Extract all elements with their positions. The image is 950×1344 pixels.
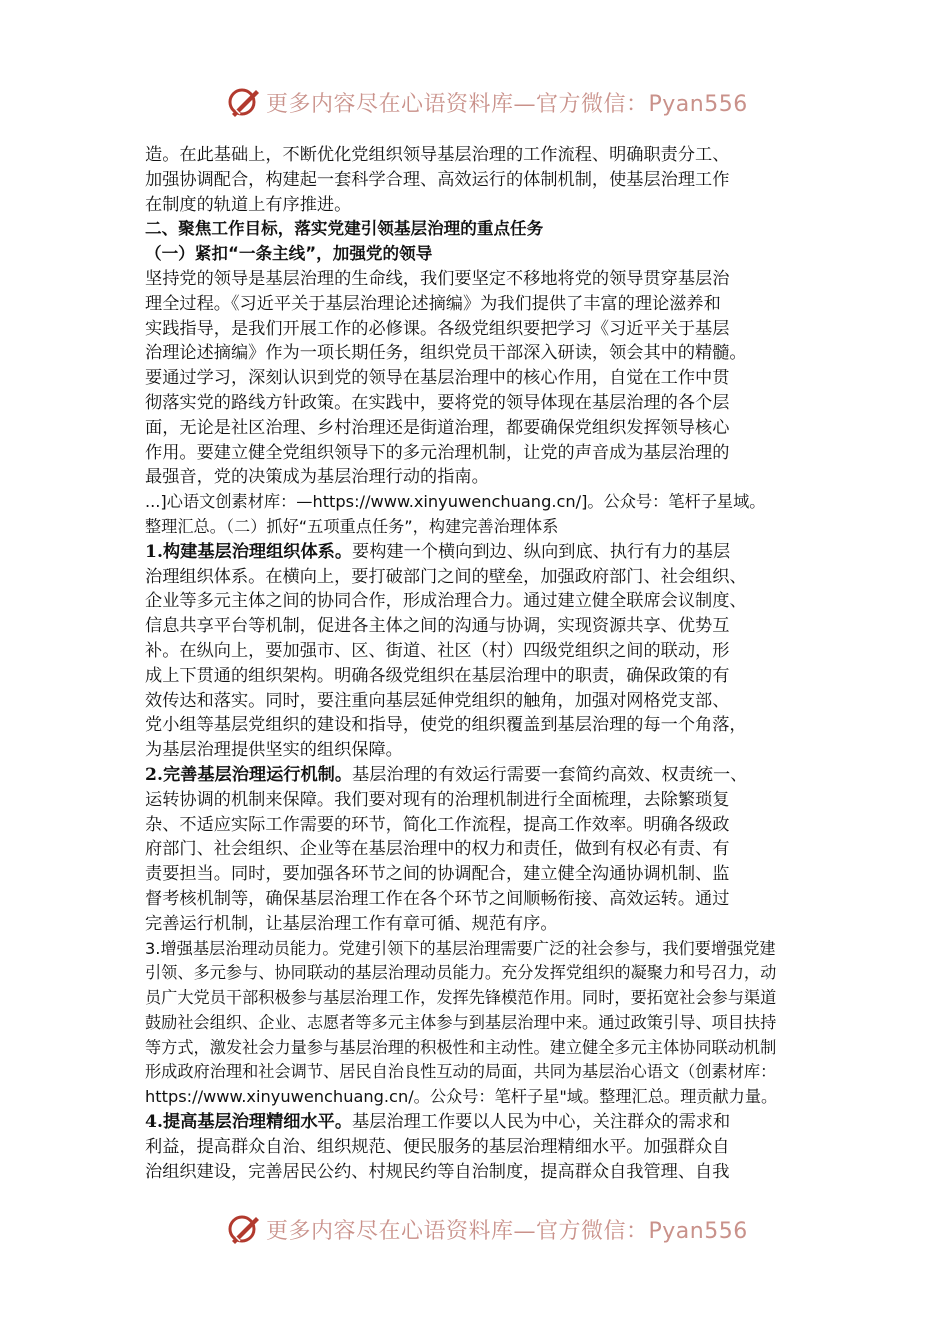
item-lead-line: 1.构建基层治理组织体系。要构建一个横向到边、纵向到底、执行有力的基层 <box>145 541 731 562</box>
section-heading: 二、聚焦工作目标，落实党建引领基层治理的重点任务 <box>145 219 544 239</box>
text-line: 成上下贯通的组织架构。明确各级党组织在基层治理中的职责，确保政策的有 <box>145 665 730 686</box>
text-line: 为基层治理提供坚实的组织保障。 <box>145 740 403 761</box>
text-line: 理全过程。《习近平关于基层治理论述摘编》为我们提供了丰富的理论滋养和 <box>145 293 721 314</box>
text-line: 杂、不适应实际工作需要的环节，简化工作流程，提高工作效率。明确各级政 <box>145 814 730 835</box>
text-line: 利益，提高群众自治、组织规范、便民服务的基层治理精细水平。加强群众自 <box>145 1136 730 1157</box>
text-line: 运转协调的机制来保障。我们要对现有的治理机制进行全面梳理，去除繁琐复 <box>145 789 730 810</box>
text-line: 在制度的轨道上有序推进。 <box>145 194 352 215</box>
subsection-heading: （一）紧扣“一条主线”，加强党的领导 <box>145 244 433 264</box>
text-line: 要通过学习，深刻认识到党的领导在基层治理中的核心作用，自觉在工作中贯 <box>145 368 730 389</box>
watermark-line: https://www.xinyuwenchuang.cn/。公众号：笔杆子星"域。整理汇总。理贡献力量。 <box>145 1087 778 1107</box>
header-banner <box>226 82 748 122</box>
text-line: 治理论述摘编》作为一项长期任务，组织党员干部深入研读，领会其中的精髓。 <box>145 343 747 364</box>
item-lead-line: 4.提高基层治理精细水平。基层治理工作要以人民为中心，关注群众的需求和 <box>145 1112 731 1133</box>
text-line: 鼓励社会组织、企业、志愿者等多元主体参与到基层治理中来。通过政策引导、项目扶持 <box>145 1012 777 1032</box>
text-line: 造。在此基础上，不断优化党组织领导基层治理的工作流程、明确职责分工、 <box>145 145 730 165</box>
text-line: 补。在纵向上，要加强市、区、街道、社区（村）四级党组织之间的联动，形 <box>145 640 730 661</box>
text-line: 员广大党员干部积极参与基层治理工作，发挥先锋模范作用。同时，要拓宽社会参与渠道 <box>145 988 777 1008</box>
text-line: 府部门、社会组织、企业等在基层治理中的权力和责任，做到有权必有责、有 <box>145 839 730 860</box>
pen-logo-icon <box>226 84 262 120</box>
text-line: 等方式，激发社会力量参与基层治理的积极性和主动性。建立健全多元主体协同联动机制 <box>145 1037 777 1057</box>
watermark-line: 形成政府治理和社会调节、居民自治良性互动的局面，共同为基层治心语文（创素材库： <box>145 1062 777 1082</box>
text-line: 面，无论是社区治理、乡村治理还是街道治理，都要确保党组织发挥领导核心 <box>145 417 730 438</box>
text-line: 彻落实党的路线方针政策。在实践中，要将党的领导体现在基层治理的各个层 <box>145 392 730 413</box>
text-line: 信息共享平台等机制，促进各主体之间的沟通与协调，实现资源共享、优势互 <box>145 616 730 637</box>
watermark-line: ...]心语文创素材库：—https://www.xinyuwenchuang.cn/]。公众号：笔杆子星域。 <box>145 492 766 512</box>
text-line: 党小组等基层党组织的建设和指导，使党的组织覆盖到基层治理的每一个角落， <box>145 715 747 736</box>
text-line: 作用。要建立健全党组织领导下的多元治理机制，让党的声音成为基层治理的 <box>145 442 730 463</box>
item-title: 4.提高基层治理精细水平。 <box>145 1112 353 1133</box>
item-title: 1.构建基层治理组织体系。 <box>145 541 353 562</box>
watermark-url: https://www.xinyuwenchuang.cn/ <box>145 1087 414 1107</box>
text-line: 效传达和落实。同时，要注重向基层延伸党组织的触角，加强对网格党支部、 <box>145 690 730 711</box>
text-line: 督考核机制等，确保基层治理工作在各个环节之间顺畅衔接、高效运转。通过 <box>145 888 730 909</box>
text-line: 加强协调配合，构建起一套科学合理、高效运行的体制机制，使基层治理工作 <box>145 169 730 190</box>
subsection-heading: 整理汇总。（二）抓好“五项重点任务”，构建完善治理体系 <box>145 516 559 536</box>
item-title: 2.完善基层治理运行机制。 <box>145 764 353 785</box>
banner-text: 更多内容尽在心语资料库—官方微信：Pyan556 <box>266 91 748 117</box>
pen-logo-icon <box>226 1211 262 1247</box>
document-body <box>145 143 825 1184</box>
text-line: 完善运行机制，让基层治理工作有章可循、规范有序。 <box>145 913 558 934</box>
text-line: 实践指导，是我们开展工作的必修课。各级党组织要把学习《习近平关于基层 <box>145 318 730 339</box>
text-line: 治组织建设，完善居民公约、村规民约等自治制度，提高群众自我管理、自我 <box>145 1161 730 1182</box>
item-lead-line: 3.增强基层治理动员能力。党建引领下的基层治理需要广泛的社会参与，我们要增强党建 <box>145 938 776 958</box>
footer-banner <box>226 1209 748 1249</box>
text-line: 企业等多元主体之间的协同合作，形成治理合力。通过建立健全联席会议制度、 <box>145 591 747 612</box>
text-line: 责要担当。同时，要加强各环节之间的协调配合，建立健全沟通协调机制、监 <box>145 864 730 885</box>
banner-text: 更多内容尽在心语资料库—官方微信：Pyan556 <box>266 1218 748 1244</box>
text-line: 最强音，党的决策成为基层治理行动的指南。 <box>145 467 489 488</box>
text-line: 治理组织体系。在横向上，要打破部门之间的壁垒，加强政府部门、社会组织、 <box>145 566 747 587</box>
text-line: 坚持党的领导是基层治理的生命线，我们要坚定不移地将党的领导贯穿基层治 <box>145 268 730 289</box>
text-line: 引领、多元参与、协同联动的基层治理动员能力。充分发挥党组织的凝聚力和号召力，动 <box>145 963 777 983</box>
item-lead-line: 2.完善基层治理运行机制。基层治理的有效运行需要一套简约高效、权责统一、 <box>145 764 748 785</box>
